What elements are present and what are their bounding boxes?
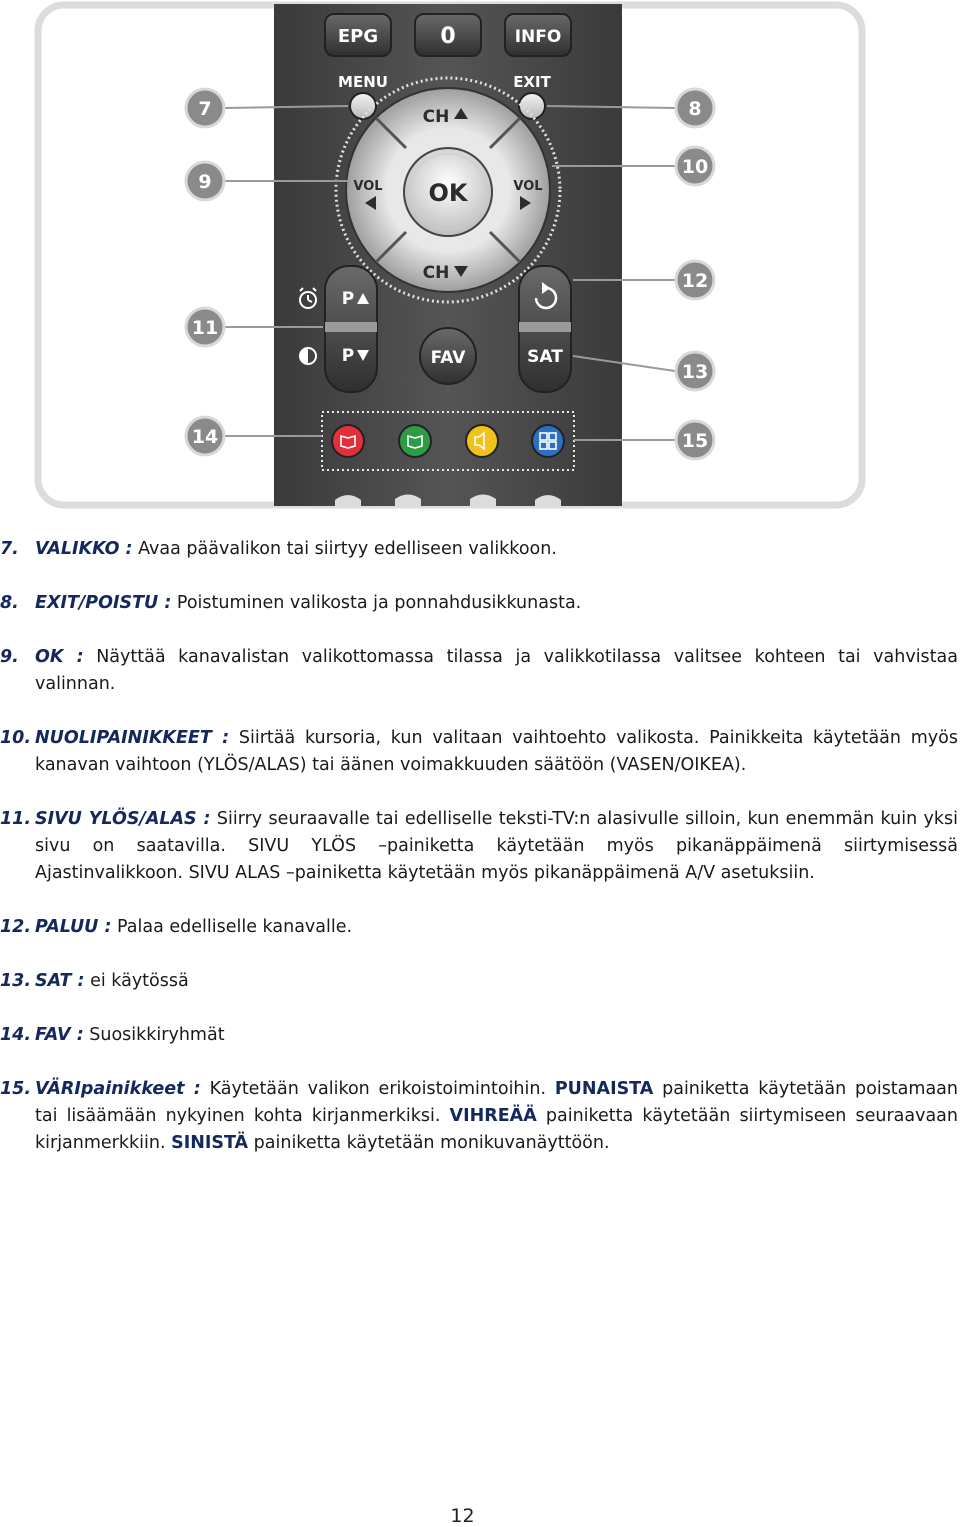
callout-7: [186, 89, 224, 127]
svg-text:10: 10: [681, 156, 709, 178]
page-rocker: [325, 266, 377, 392]
svg-text:14: 14: [191, 426, 219, 448]
page-number: 12: [450, 1505, 475, 1527]
svg-text:12: 12: [681, 270, 709, 292]
description-item-7: [0, 536, 960, 563]
description-item-12: [0, 914, 960, 941]
info-button[interactable]: [505, 14, 571, 56]
item-number: 11.: [0, 809, 32, 829]
item-number: 12.: [0, 917, 32, 937]
callout-8: [676, 89, 714, 127]
callout-9: [186, 162, 224, 200]
item-text: painiketta käytetään siirtymiseen seuraavaan kirjanmerkkiin.: [35, 1106, 958, 1153]
item-term: FAV :: [35, 1025, 84, 1045]
svg-text:SAT: SAT: [527, 347, 563, 367]
svg-text:INFO: INFO: [514, 27, 562, 47]
svg-text:15: 15: [681, 430, 709, 452]
item-text: Siirry seuraavalle tai edelliselle teksti-TV:n alasivulle silloin, kun enemmän kuin yksi sivu on saatavilla. SIVU YLÖS –painiketta käytetään myös pikanäppäimenä siirtymisessä Ajastinvalikkoon. SIVU ALAS –painiketta käytetään myös pikanäppäimenä A/V asetuksiin.: [35, 809, 959, 883]
green-keyword: VIHREÄÄ: [449, 1106, 537, 1126]
description-item-8: [0, 590, 960, 617]
svg-text:P: P: [341, 346, 355, 366]
exit-label: EXIT: [513, 73, 551, 91]
description-item-14: [0, 1022, 960, 1049]
description-item-9: [0, 644, 960, 698]
callout-14: [186, 417, 224, 455]
callout-13: [676, 352, 714, 390]
yellow-button[interactable]: [466, 425, 498, 457]
item-text: Käytetään valikon erikoistoimintoihin.: [200, 1079, 555, 1099]
svg-text:9: 9: [198, 171, 212, 193]
item-term: SIVU YLÖS/ALAS :: [35, 809, 211, 829]
svg-text:OK: OK: [428, 179, 468, 207]
blue-button[interactable]: [532, 425, 564, 457]
svg-text:EPG: EPG: [337, 26, 379, 47]
red-keyword: PUNAISTA: [554, 1079, 654, 1099]
callout-15: [676, 421, 714, 459]
green-button[interactable]: [399, 425, 431, 457]
item-number: 9.: [0, 647, 19, 667]
item-text: Siirtää kursoria, kun valitaan vaihtoehto valikosta. Painikkeita käytetään myös kanavan vaihtoon (YLÖS/ALAS) tai äänen voimakkuuden säätöön (VASEN/OIKEA).: [35, 728, 958, 775]
item-term: EXIT/POISTU :: [35, 593, 172, 613]
description-item-11: [0, 806, 960, 887]
item-number: 15.: [0, 1079, 32, 1099]
menu-label: MENU: [338, 73, 388, 91]
item-term: SAT :: [35, 971, 85, 991]
svg-text:7: 7: [198, 98, 212, 120]
item-number: 10.: [0, 728, 32, 748]
sat-button[interactable]: [527, 347, 563, 367]
item-text: Suosikkiryhmät: [83, 1025, 225, 1045]
svg-text:FAV: FAV: [430, 348, 466, 368]
svg-text:VOL: VOL: [513, 179, 543, 194]
description-item-10: [0, 725, 960, 779]
item-term: VÄRIpainikkeet :: [35, 1079, 201, 1099]
epg-button[interactable]: [325, 14, 391, 56]
item-number: 7.: [0, 539, 19, 559]
item-text: Palaa edelliselle kanavalle.: [111, 917, 353, 937]
item-text: Avaa päävalikon tai siirtyy edelliseen valikkoon.: [132, 539, 557, 559]
red-button[interactable]: [332, 425, 364, 457]
svg-text:11: 11: [191, 317, 219, 339]
callout-12: [676, 261, 714, 299]
description-item-13: [0, 968, 960, 995]
fav-button[interactable]: [420, 328, 476, 384]
blue-keyword: SINISTÄ: [171, 1133, 249, 1153]
item-term: NUOLIPAINIKKEET :: [35, 728, 230, 748]
button-descriptions: [0, 536, 960, 1184]
item-number: 14.: [0, 1025, 32, 1045]
svg-text:0: 0: [440, 24, 456, 49]
callout-10: [676, 147, 714, 185]
zero-button[interactable]: [415, 14, 481, 56]
item-number: 8.: [0, 593, 19, 613]
svg-text:8: 8: [688, 98, 702, 120]
remote-control-figure: [30, 0, 870, 510]
item-term: OK :: [35, 647, 84, 667]
svg-text:CH: CH: [422, 263, 450, 283]
item-term: VALIKKO :: [35, 539, 133, 559]
item-term: PALUU :: [35, 917, 112, 937]
item-text: Poistuminen valikosta ja ponnahdusikkunasta.: [171, 593, 582, 613]
svg-text:CH: CH: [422, 107, 450, 127]
callout-11: [186, 308, 224, 346]
item-text: painiketta käytetään poistamaan tai lisäämään nykyinen kohta kirjanmerkiksi.: [35, 1079, 958, 1126]
svg-text:13: 13: [681, 361, 709, 383]
ok-button[interactable]: [404, 148, 492, 236]
item-text: painiketta käytetään monikuvanäyttöön.: [248, 1133, 610, 1153]
svg-text:P: P: [341, 289, 355, 309]
item-number: 13.: [0, 971, 32, 991]
item-text: ei käytössä: [84, 971, 189, 991]
description-item-15: [0, 1076, 960, 1157]
item-text: Näyttää kanavalistan valikottomassa tilassa ja valikkotilassa valitsee kohteen tai vahvistaa valinnan.: [35, 647, 958, 694]
svg-text:VOL: VOL: [353, 179, 383, 194]
